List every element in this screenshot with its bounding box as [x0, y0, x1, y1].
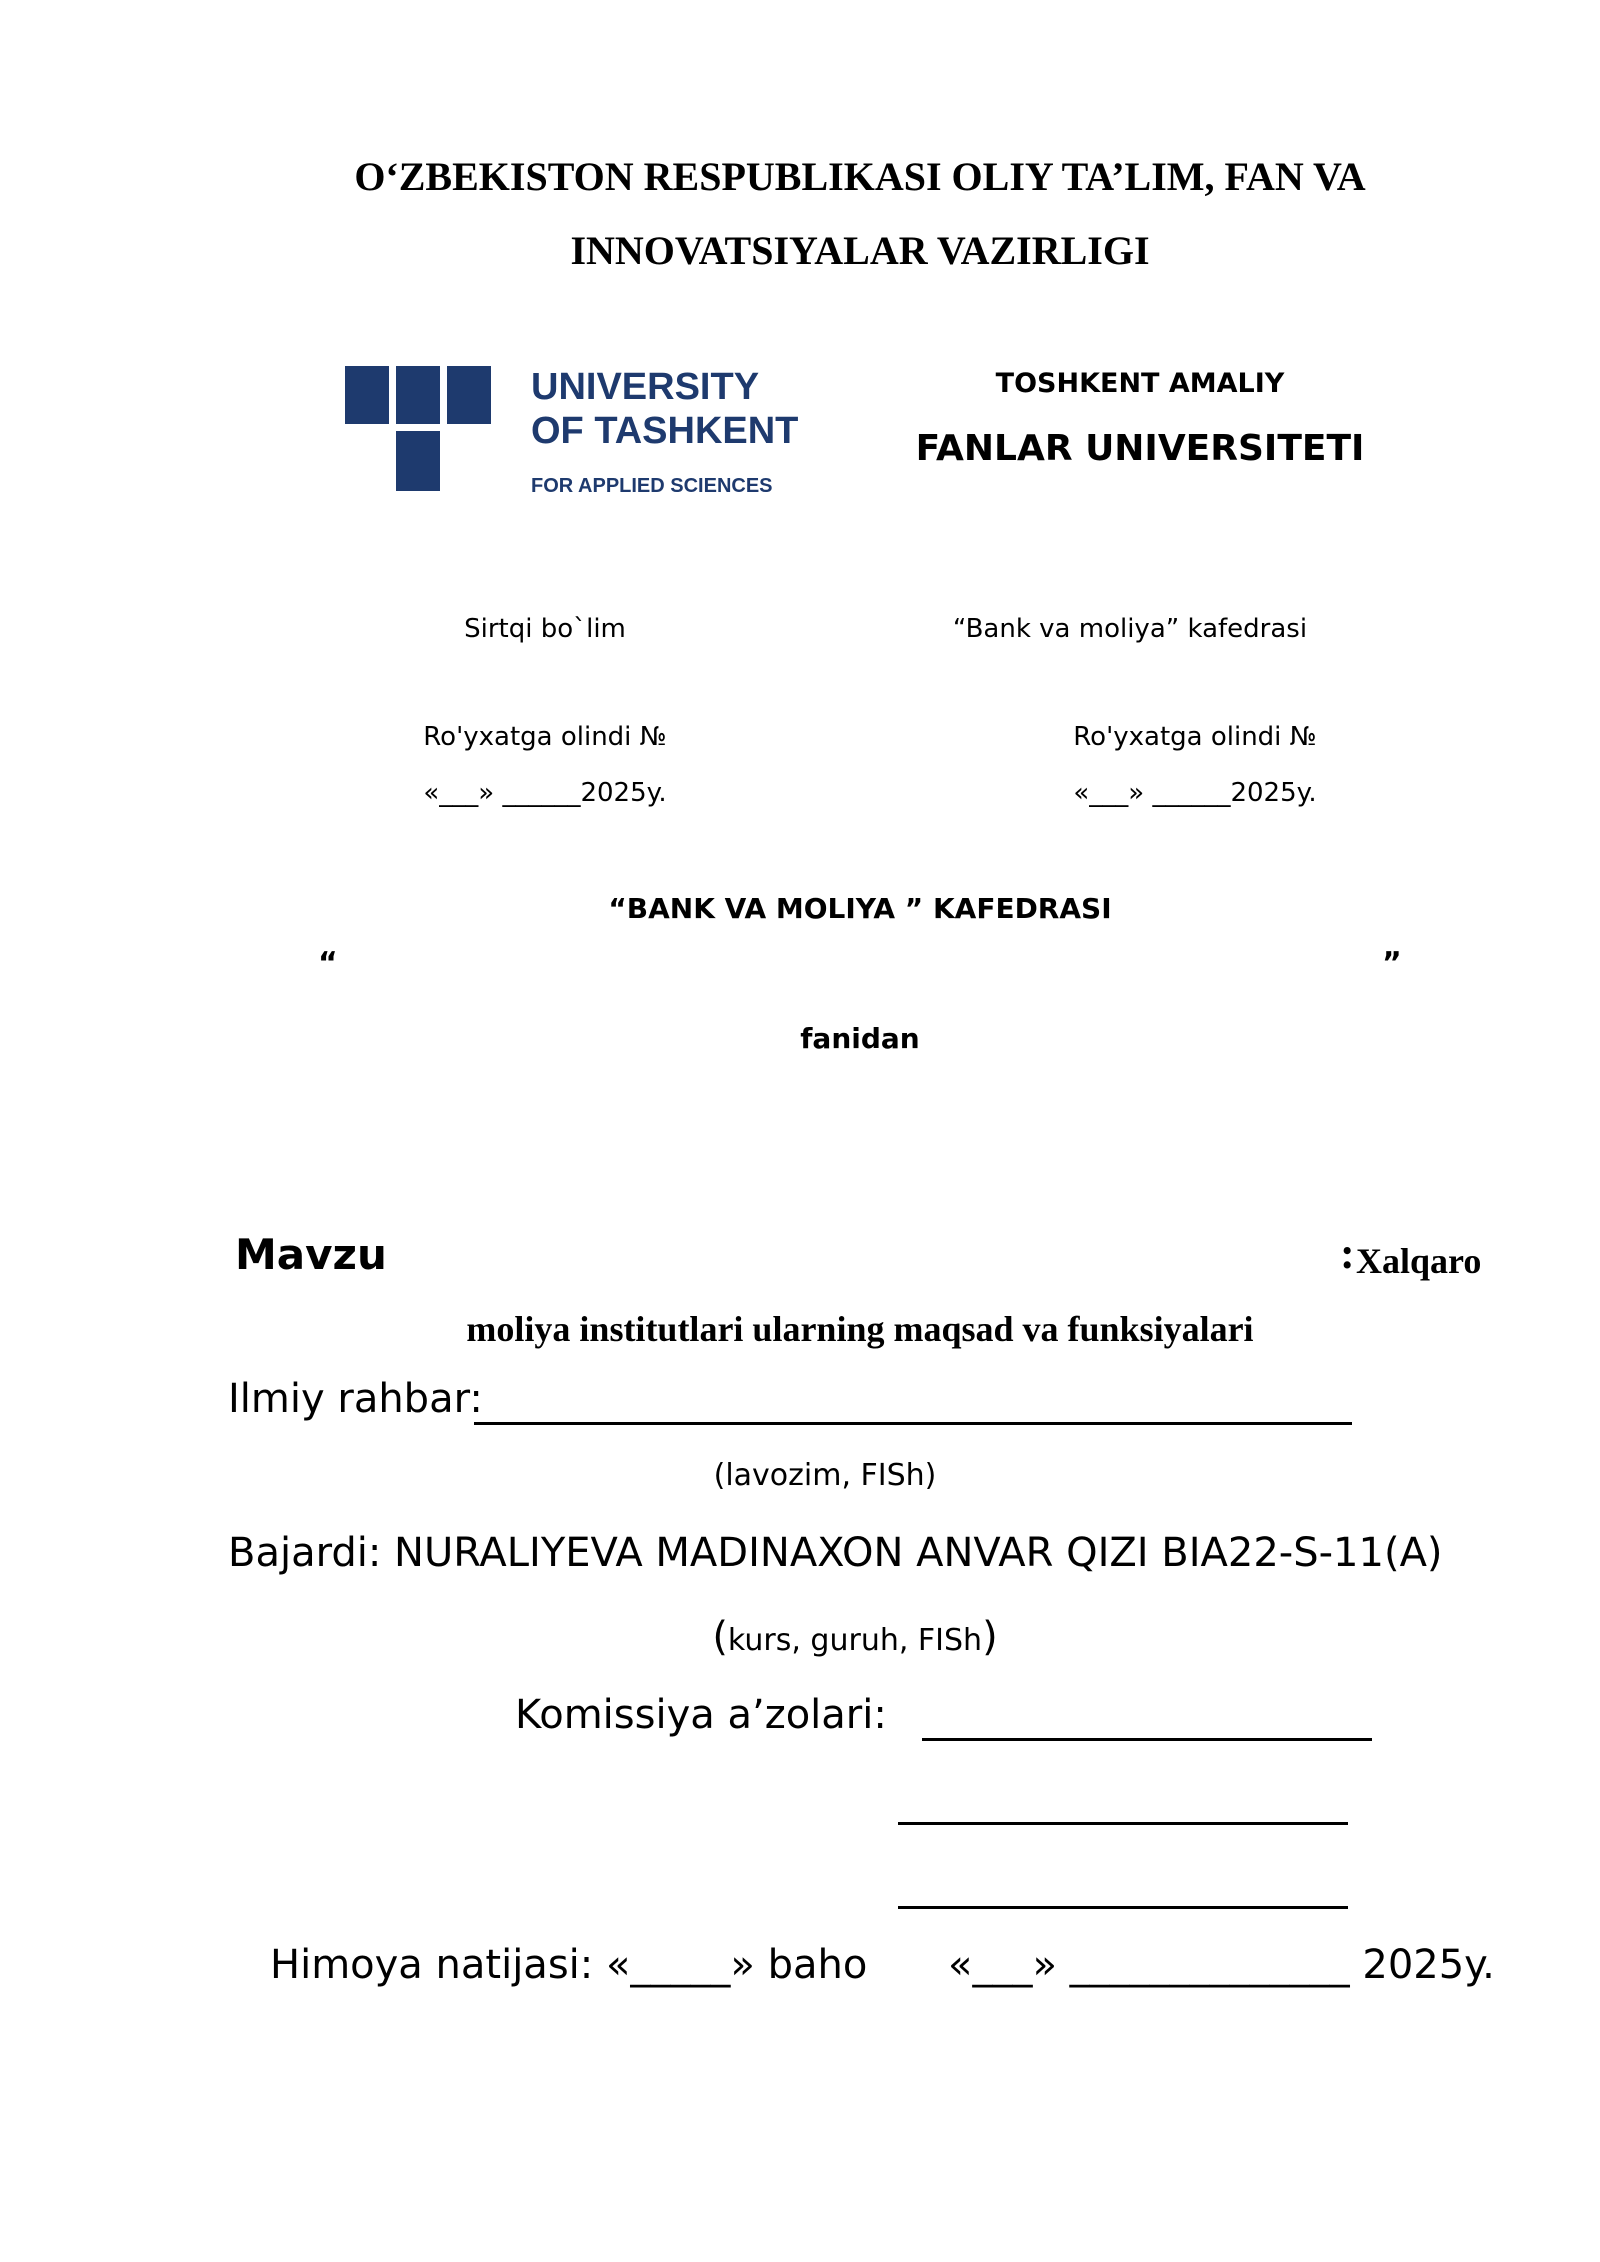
university-name-line2: FANLAR UNIVERSITETI: [915, 428, 1365, 469]
department-left: Sirtqi bo`lim: [464, 614, 626, 644]
subject-quote-open: “: [318, 946, 338, 981]
commission-signature-line-3: [898, 1862, 1348, 1909]
topic-text-line2: moliya institutlari ularning maqsad va funksiyalari: [466, 1309, 1254, 1349]
supervisor-hint: (lavozim, FISh): [713, 1458, 937, 1493]
defense-date: «___» ______________ 2025y.: [948, 1942, 1495, 1988]
author-hint-close-paren: ): [982, 1614, 998, 1660]
university-name-line1: TOSHKENT AMALIY: [995, 368, 1285, 399]
logo-square-4: [396, 431, 440, 491]
department-right: “Bank va moliya” kafedrasi: [952, 614, 1308, 644]
author-hint-text: kurs, guruh, FISh: [727, 1623, 983, 1658]
logo-square-3: [447, 366, 491, 424]
ministry-title-line2: INNOVATSIYALAR VAZIRLIGI: [570, 228, 1150, 273]
author-line: Bajardi: NURALIYEVA MADINAXON ANVAR QIZI BIA22-S-11(A): [228, 1530, 1443, 1576]
commission-signature-line-2: [898, 1778, 1348, 1825]
subject-quote-close: ”: [1382, 946, 1402, 981]
registration-left-date: «___» ______2025y.: [423, 778, 667, 808]
logo-text-line1: UNIVERSITY: [531, 366, 760, 408]
commission-signature-line-1: [922, 1694, 1372, 1741]
author-hint: [0, 1614, 1600, 1660]
logo-square-2: [396, 366, 440, 424]
registration-left-label: Ro'yxatga olindi №: [423, 722, 667, 752]
supervisor-label: Ilmiy rahbar:: [228, 1376, 483, 1422]
defense-result-label: Himoya natijasi: «_____» baho: [270, 1942, 868, 1988]
ministry-title-line1: O‘ZBEKISTON RESPUBLIKASI OLIY TA’LIM, FAN VA: [354, 154, 1366, 199]
author-hint-open-paren: (: [712, 1614, 728, 1660]
logo-text-line3: FOR APPLIED SCIENCES: [531, 475, 773, 497]
supervisor-signature-line: [474, 1378, 1352, 1425]
logo-square-1: [345, 366, 389, 424]
registration-right-date: «___» ______2025y.: [1073, 778, 1317, 808]
topic-label: Mavzu: [235, 1230, 387, 1279]
topic-colon: :: [1340, 1229, 1355, 1278]
registration-right-label: Ro'yxatga olindi №: [1073, 722, 1317, 752]
logo-text-line2: OF TASHKENT: [531, 410, 799, 452]
university-logo: [345, 366, 799, 502]
topic-text-line1: Xalqaro: [1356, 1241, 1482, 1281]
kafedra-title: “BANK VA MOLIYA ” KAFEDRASI: [608, 892, 1112, 925]
commission-label: Komissiya a’zolari:: [515, 1692, 887, 1738]
fanidan-label: fanidan: [800, 1022, 920, 1055]
